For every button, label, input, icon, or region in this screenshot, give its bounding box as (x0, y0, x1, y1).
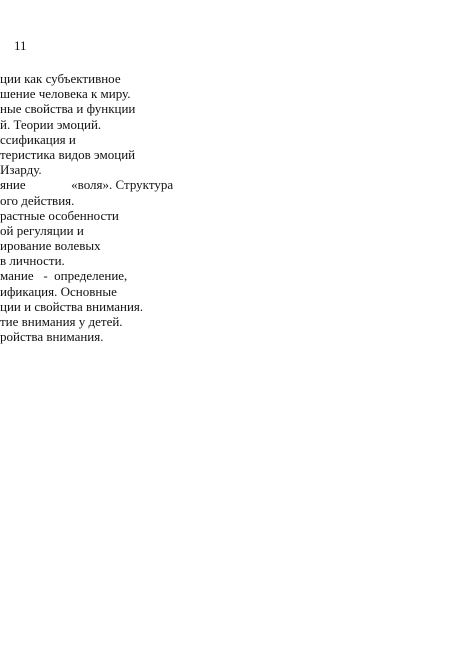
text-line: ции и свойства внимания. (0, 298, 144, 314)
text-line: ссификация и (0, 131, 76, 147)
text-line: Изарду. (0, 162, 42, 178)
text-line: мание - определение, (0, 268, 128, 284)
text-block (0, 71, 173, 344)
text-line: яние «воля». Структура (0, 177, 174, 193)
text-line: теристика видов эмоций (0, 146, 136, 162)
text-line: ции как субъективное (0, 71, 121, 86)
text-line: в личности. (0, 253, 65, 269)
text-line: растные особенности (0, 207, 119, 223)
text-line: тие внимания у детей. (0, 314, 123, 329)
text-line: шение человека к миру. (0, 86, 131, 102)
page-number: 11 (14, 38, 27, 53)
text-line: й. Теории эмоций. (0, 116, 102, 132)
text-line: ройства внимания. (0, 329, 104, 345)
text-line: ой регуляции и (0, 222, 84, 238)
text-line: ого действия. (0, 192, 75, 208)
text-line: ные свойства и функции (0, 101, 136, 117)
text-line: ирование волевых (0, 238, 101, 254)
text-line: ификация. Основные (0, 283, 117, 299)
